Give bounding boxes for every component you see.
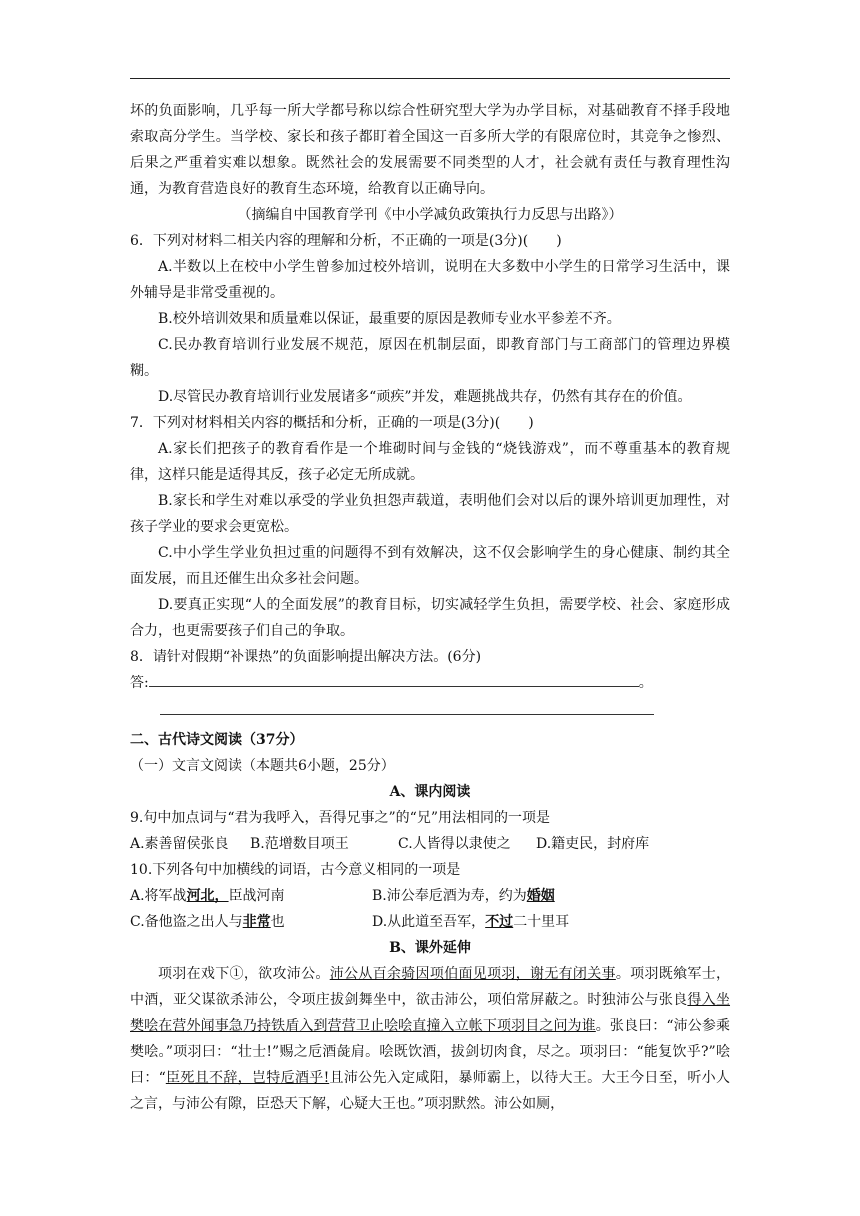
section2-title: 二、古代诗文阅读（37分） xyxy=(130,732,304,748)
q9-options xyxy=(130,831,730,857)
q6-stem: 6．下列对材料二相关内容的理解和分析，不正确的一项是(3分)( ) xyxy=(130,233,562,249)
q7-option-c: C.中小学生学业负担过重的问题得不到有效解决，这不仅会影响学生的身心健康、制约其全面发展，而且还催生出众多社会问题。 xyxy=(130,545,730,587)
q6-option-b: B.校外培训效果和质量难以保证，最重要的原因是教师专业水平参差不齐。 xyxy=(158,311,621,327)
marked-sentence-3: 臣死且不辞，岂特卮酒乎! xyxy=(165,1070,330,1086)
q9-option-c: C.人皆得以隶使之 xyxy=(398,836,511,852)
q10-c-marked: 非常 xyxy=(242,914,271,930)
answer-blank-2[interactable] xyxy=(160,696,654,715)
q6-option-c: C.民办教育培训行业发展不规范，原因在机制层面，即教育部门与工商部门的管理边界模糊。 xyxy=(130,337,730,379)
q7-stem: 7．下列对材料相关内容的概括和分析，正确的一项是(3分)( ) xyxy=(130,415,534,431)
classical-passage xyxy=(130,961,730,1117)
answer-blank-1[interactable] xyxy=(149,672,639,687)
q7-option-a: A.家长们把孩子的教育看作是一个堆砌时间与金钱的“烧钱游戏”，而不尊重基本的教育规律，这样只能是适得其反，孩子必定无所成就。 xyxy=(130,441,730,483)
part-b-heading: B、课外延伸 xyxy=(389,940,471,956)
q10-option-b: B.沛公奉卮酒为寿，约为婚姻 xyxy=(372,888,555,904)
q10-d-marked: 不过 xyxy=(485,914,514,930)
q9-option-d: D.籍吏民，封府库 xyxy=(536,836,650,852)
q6-option-a: A.半数以上在校中小学生曾参加过校外培训，说明在大多数中小学生的日常学习生活中，课外辅导是非常受重视的。 xyxy=(130,259,730,301)
part-a-heading: A、课内阅读 xyxy=(389,784,471,800)
q9-stem: 9.句中加点词与“君为我呼入，吾得兄事之”的“兄”用法相同的一项是 xyxy=(130,810,550,826)
q8-stem: 8．请针对假期“补课热”的负面影响提出解决方法。(6分) xyxy=(130,649,482,665)
passage-source: （摘编自中国教育学刊《中小学减负政策执行力反思与出路》） xyxy=(237,207,623,223)
section2-sub1: （一）文言文阅读（本题共6小题，25分） xyxy=(130,758,395,774)
q9-option-a: A.素善留侯张良 xyxy=(130,836,229,852)
q10-a-marked: 河北， xyxy=(186,888,229,904)
q7-option-d: D.要真正实现“人的全面发展”的教育目标，切实减轻学生负担，需要学校、社会、家庭形成合力，也更需要孩子们自己的争取。 xyxy=(130,597,730,639)
q10-options-row1 xyxy=(130,883,730,909)
q7-option-b: B.家长和学生对难以承受的学业负担怨声载道，表明他们会对以后的课外培训更加理性，对孩子学业的要求会更宽松。 xyxy=(130,493,730,535)
header-rule xyxy=(130,78,730,79)
marked-sentence-1: 沛公从百余骑因项伯面见项羽，谢无有闭关事 xyxy=(329,966,616,982)
classical-paragraph: 项羽在戏下①，欲攻沛公。沛公从百余骑因项伯面见项羽，谢无有闭关事。项羽既飨军士，中酒，亚父谋欲杀沛公，令项庄拔剑舞坐中，欲击沛公，项伯常屏蔽之。时独沛公与张良得入坐樊哙在营外闻事急乃持铁盾入到营营卫止哙哙直撞入立帐下项羽目之问为谁。张良曰：“沛公参乘樊哙。”项羽曰：“壮士!”赐之卮酒彘肩。哙既饮酒，拔剑切肉食，尽之。项羽曰：“能复饮乎?”哙曰：“臣死且不辞，岂特卮酒乎!且沛公先入定咸阳，暴师霸上，以待大王。大王今日至，听小人之言，与沛公有隙，臣恐天下解，心疑大王也。”项羽默然。沛公如厕， xyxy=(130,966,731,1112)
q10-options-row2 xyxy=(130,909,730,935)
q8-answer-line[interactable] xyxy=(130,670,730,696)
q10-option-d: D.从此道至吾军，不过二十里耳 xyxy=(372,914,570,930)
q10-option-c: C.备他盗之出人与非常也 xyxy=(130,914,285,930)
marked-sentence-2: 得入坐樊哙在营外闻事急乃持铁盾入到营营卫止哙哙直撞入立帐下项羽目之问为谁 xyxy=(130,992,731,1034)
q10-b-marked: 婚姻 xyxy=(526,888,555,904)
exam-page xyxy=(130,98,730,1117)
passage-paragraph: 坏的负面影响，几乎每一所大学都号称以综合性研究型大学为办学目标，对基础教育不择手段地索取高分学生。当学校、家长和孩子都盯着全国这一百多所大学的有限席位时，其竞争之惨烈、后果之严重着实难以想象。既然社会的发展需要不同类型的人才，社会就有责任与教育理性沟通，为教育营造良好的教育生态环境，给教育以正确导向。 xyxy=(130,103,730,197)
q6-option-d: D.尽管民办教育培训行业发展诸多“顽疾”并发，难题挑战共存，仍然有其存在的价值。 xyxy=(158,389,692,405)
q9-option-b: B.范增数目项王 xyxy=(250,836,349,852)
q8-answer-end: 。 xyxy=(638,675,653,691)
q8-answer-label: 答: xyxy=(130,675,149,691)
q10-stem: 10.下列各句中加横线的词语，古今意义相同的一项是 xyxy=(130,862,461,878)
q10-option-a: A.将军战河北，臣战河南 xyxy=(130,888,285,904)
